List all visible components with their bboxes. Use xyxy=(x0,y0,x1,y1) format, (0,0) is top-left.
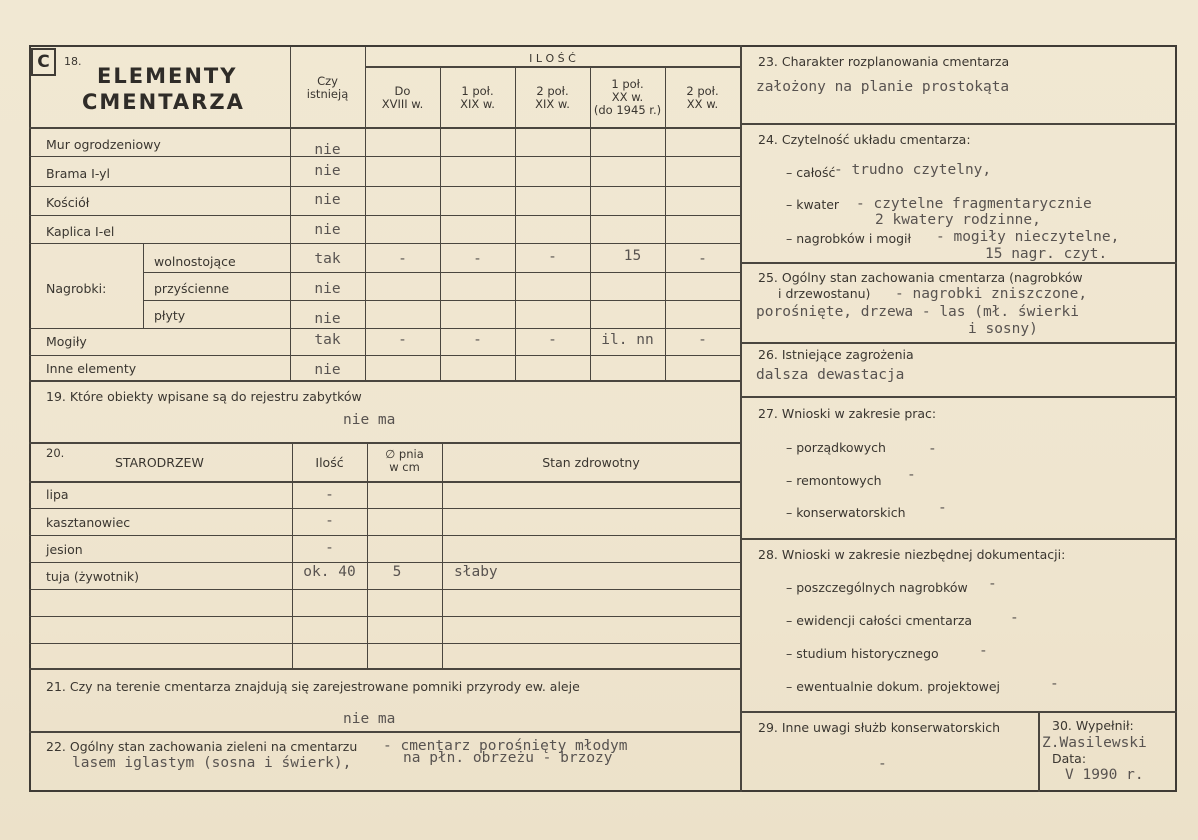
element-label: Mur ogrodzeniowy xyxy=(46,137,161,152)
s29-label: 29. Inne uwagi służb konserwatorskich xyxy=(758,720,1000,735)
divider xyxy=(365,66,740,68)
s29-answer: - xyxy=(878,756,887,772)
title-line1: ELEMENTY xyxy=(97,64,238,88)
period-value: - xyxy=(548,249,557,265)
s24-calosc-label: – całość xyxy=(786,165,836,180)
element-label: Inne elementy xyxy=(46,361,137,376)
divider xyxy=(367,442,368,668)
divider xyxy=(29,127,740,129)
period-header xyxy=(665,85,740,111)
s28-answer: - xyxy=(979,643,988,659)
period-line: XIX w. xyxy=(535,97,570,111)
divider xyxy=(143,243,144,328)
s22-label: 22. Ogólny stan zachowania zieleni na cmentarzu xyxy=(46,739,358,754)
section-line xyxy=(29,668,740,670)
s30-date-label: Data: xyxy=(1052,751,1087,766)
period-header xyxy=(365,85,440,111)
s22-answer: - cmentarz porośnięty młodym xyxy=(383,738,628,754)
s23-answer: założony na planie prostokąta xyxy=(756,79,1010,95)
section-line xyxy=(740,123,1177,125)
tree-name: tuja (żywotnik) xyxy=(46,569,140,584)
period-line: 2 poł. xyxy=(536,84,569,98)
period-line: XX w. xyxy=(686,97,719,111)
row-line xyxy=(143,300,740,301)
s26-answer: dalsza dewastacja xyxy=(756,367,905,383)
row-line xyxy=(29,186,740,187)
ilosc-header: I L O Ś Ć xyxy=(529,52,576,65)
exists-value: nie xyxy=(314,163,341,179)
s28-label: 28. Wnioski w zakresie niezbędnej dokumentacji: xyxy=(758,547,1066,562)
s22-answer: lasem iglastym (sosna i świerk), xyxy=(72,755,352,771)
tree-pnia: 5 xyxy=(392,564,402,580)
tree-ilosc: - xyxy=(325,540,334,556)
pnia-line: ∅ pnia xyxy=(385,447,424,461)
row-line xyxy=(29,355,740,356)
period-value: - xyxy=(473,332,482,348)
tree-ilosc: ok. 40 xyxy=(303,564,356,580)
col-exists-line2: istnieją xyxy=(306,87,349,101)
period-header xyxy=(440,85,515,111)
s24-kwater: 2 kwatery rodzinne, xyxy=(875,212,1041,228)
exists-value: nie xyxy=(314,222,341,238)
row-line xyxy=(29,535,740,536)
row-line xyxy=(29,243,740,244)
element-label: Kościół xyxy=(46,195,90,210)
s30-name: Z.Wasilewski xyxy=(1042,735,1147,751)
s25-answer: porośnięte, drzewa - las (mł. świerki xyxy=(756,304,1080,320)
period-line: (do 1945 r.) xyxy=(593,103,662,117)
element-label: Brama I-yl xyxy=(46,166,111,181)
s22-answer: na płn. obrzeżu - brzozy xyxy=(403,750,613,766)
s24-kwater: - czytelne fragmentarycznie xyxy=(856,196,1092,212)
s20-title: STARODRZEW xyxy=(115,455,204,470)
tree-name: kasztanowiec xyxy=(46,515,131,530)
s27-answer: - xyxy=(938,500,947,516)
section-line xyxy=(740,538,1177,540)
tree-ilosc: - xyxy=(325,513,334,529)
period-line: 1 poł. xyxy=(611,77,644,91)
s27-item: – remontowych xyxy=(786,473,882,488)
s19-answer: nie ma xyxy=(343,412,396,428)
period-value: - xyxy=(698,332,707,348)
s28-answer: - xyxy=(1010,610,1019,626)
row-line xyxy=(29,215,740,216)
s27-item: – porządkowych xyxy=(786,440,886,455)
tree-name: lipa xyxy=(46,487,69,502)
period-value: - xyxy=(398,332,407,348)
section-line xyxy=(740,262,1177,264)
tree-name: jesion xyxy=(46,542,83,557)
s27-answer: - xyxy=(907,467,916,483)
divider xyxy=(1038,711,1040,792)
center-divider xyxy=(740,45,742,792)
card-letter-box: C xyxy=(31,48,56,76)
section-line xyxy=(29,442,740,444)
exists-value: nie xyxy=(314,281,341,297)
divider xyxy=(442,442,443,668)
s28-answer: - xyxy=(1050,676,1059,692)
period-line: 1 poł. xyxy=(461,84,494,98)
s27-answer: - xyxy=(928,441,937,457)
s24-kwater-label: – kwater xyxy=(786,197,840,212)
s21-label: 21. Czy na terenie cmentarza znajdują się zarejestrowane pomniki przyrody ew. aleje xyxy=(46,679,580,694)
row-line xyxy=(29,328,740,329)
s28-answer: - xyxy=(988,576,997,592)
row-line xyxy=(29,562,740,563)
s20-number: 20. xyxy=(46,446,65,460)
s28-item: – ewentualnie dokum. projektowej xyxy=(786,679,1001,694)
s30-date: V 1990 r. xyxy=(1065,767,1144,783)
s25-label: 25. Ogólny stan zachowania cmentarza (nagrobków xyxy=(758,270,1083,285)
s24-calosc: - trudno czytelny, xyxy=(834,162,992,178)
s24-label: 24. Czytelność układu cmentarza: xyxy=(758,132,971,147)
s24-nagr: - mogiły nieczytelne, xyxy=(936,229,1120,245)
section-line xyxy=(740,396,1177,398)
exists-value: nie xyxy=(314,311,341,327)
nagrobki-type: płyty xyxy=(154,308,186,323)
col-exists-header xyxy=(290,75,365,101)
s23-label: 23. Charakter rozplanowania cmentarza xyxy=(758,54,1010,69)
exists-value: tak xyxy=(314,332,341,348)
s24-nagr: 15 nagr. czyt. xyxy=(985,246,1108,262)
tree-ilosc: - xyxy=(325,487,334,503)
row-line xyxy=(29,508,740,509)
section-line xyxy=(29,731,740,733)
s25-label: i drzewostanu) xyxy=(778,286,871,301)
period-line: XX w. xyxy=(611,90,644,104)
exists-value: nie xyxy=(314,362,341,378)
pnia-line: w cm xyxy=(389,460,420,474)
section-line xyxy=(29,481,740,483)
period-value: - xyxy=(548,332,557,348)
exists-value: nie xyxy=(314,192,341,208)
tree-stan: słaby xyxy=(454,564,498,580)
row-line xyxy=(29,643,740,644)
period-header xyxy=(590,78,665,117)
s28-item: – ewidencji całości cmentarza xyxy=(786,613,973,628)
s21-answer: nie ma xyxy=(343,711,396,727)
nagrobki-label: Nagrobki: xyxy=(46,281,107,296)
period-line: XVIII w. xyxy=(381,97,424,111)
exists-value: tak xyxy=(314,251,341,267)
row-line xyxy=(143,272,740,273)
s25-answer: - nagrobki zniszczone, xyxy=(895,286,1088,302)
col-exists-line1: Czy xyxy=(317,74,338,88)
period-line: XIX w. xyxy=(460,97,495,111)
period-value: 15 xyxy=(623,248,642,264)
period-line: 2 poł. xyxy=(686,84,719,98)
nagrobki-type: przyścienne xyxy=(154,281,230,296)
s27-item: – konserwatorskich xyxy=(786,505,906,520)
s20-col-ilosc: Ilość xyxy=(315,455,344,470)
element-label: Mogiły xyxy=(46,334,87,349)
s28-item: – studium historycznego xyxy=(786,646,939,661)
nagrobki-type: wolnostojące xyxy=(154,254,236,269)
period-value: il. nn xyxy=(601,332,654,348)
section18-number: 18. xyxy=(64,55,82,68)
row-line xyxy=(29,156,740,157)
s24-nagr-label: – nagrobków i mogił xyxy=(786,231,912,246)
section-line xyxy=(740,711,1177,713)
period-header xyxy=(515,85,590,111)
s25-answer: i sosny) xyxy=(968,321,1038,337)
period-value: - xyxy=(398,251,407,267)
s20-col-pnia xyxy=(367,448,442,474)
s20-col-stan: Stan zdrowotny xyxy=(542,455,640,470)
period-line: Do xyxy=(394,84,411,98)
element-label: Kaplica I-el xyxy=(46,224,115,239)
s30-label: 30. Wypełnił: xyxy=(1052,718,1134,733)
s28-item: – poszczególnych nagrobków xyxy=(786,580,968,595)
s27-label: 27. Wnioski w zakresie prac: xyxy=(758,406,937,421)
section-line xyxy=(29,380,740,382)
s19-label: 19. Które obiekty wpisane są do rejestru zabytków xyxy=(46,389,362,404)
exists-value: nie xyxy=(314,142,341,158)
section-line xyxy=(740,342,1177,344)
row-line xyxy=(29,616,740,617)
period-value: - xyxy=(698,251,707,267)
s26-label: 26. Istniejące zagrożenia xyxy=(758,347,914,362)
period-value: - xyxy=(473,251,482,267)
row-line xyxy=(29,589,740,590)
title-line2: CMENTARZA xyxy=(82,90,245,114)
